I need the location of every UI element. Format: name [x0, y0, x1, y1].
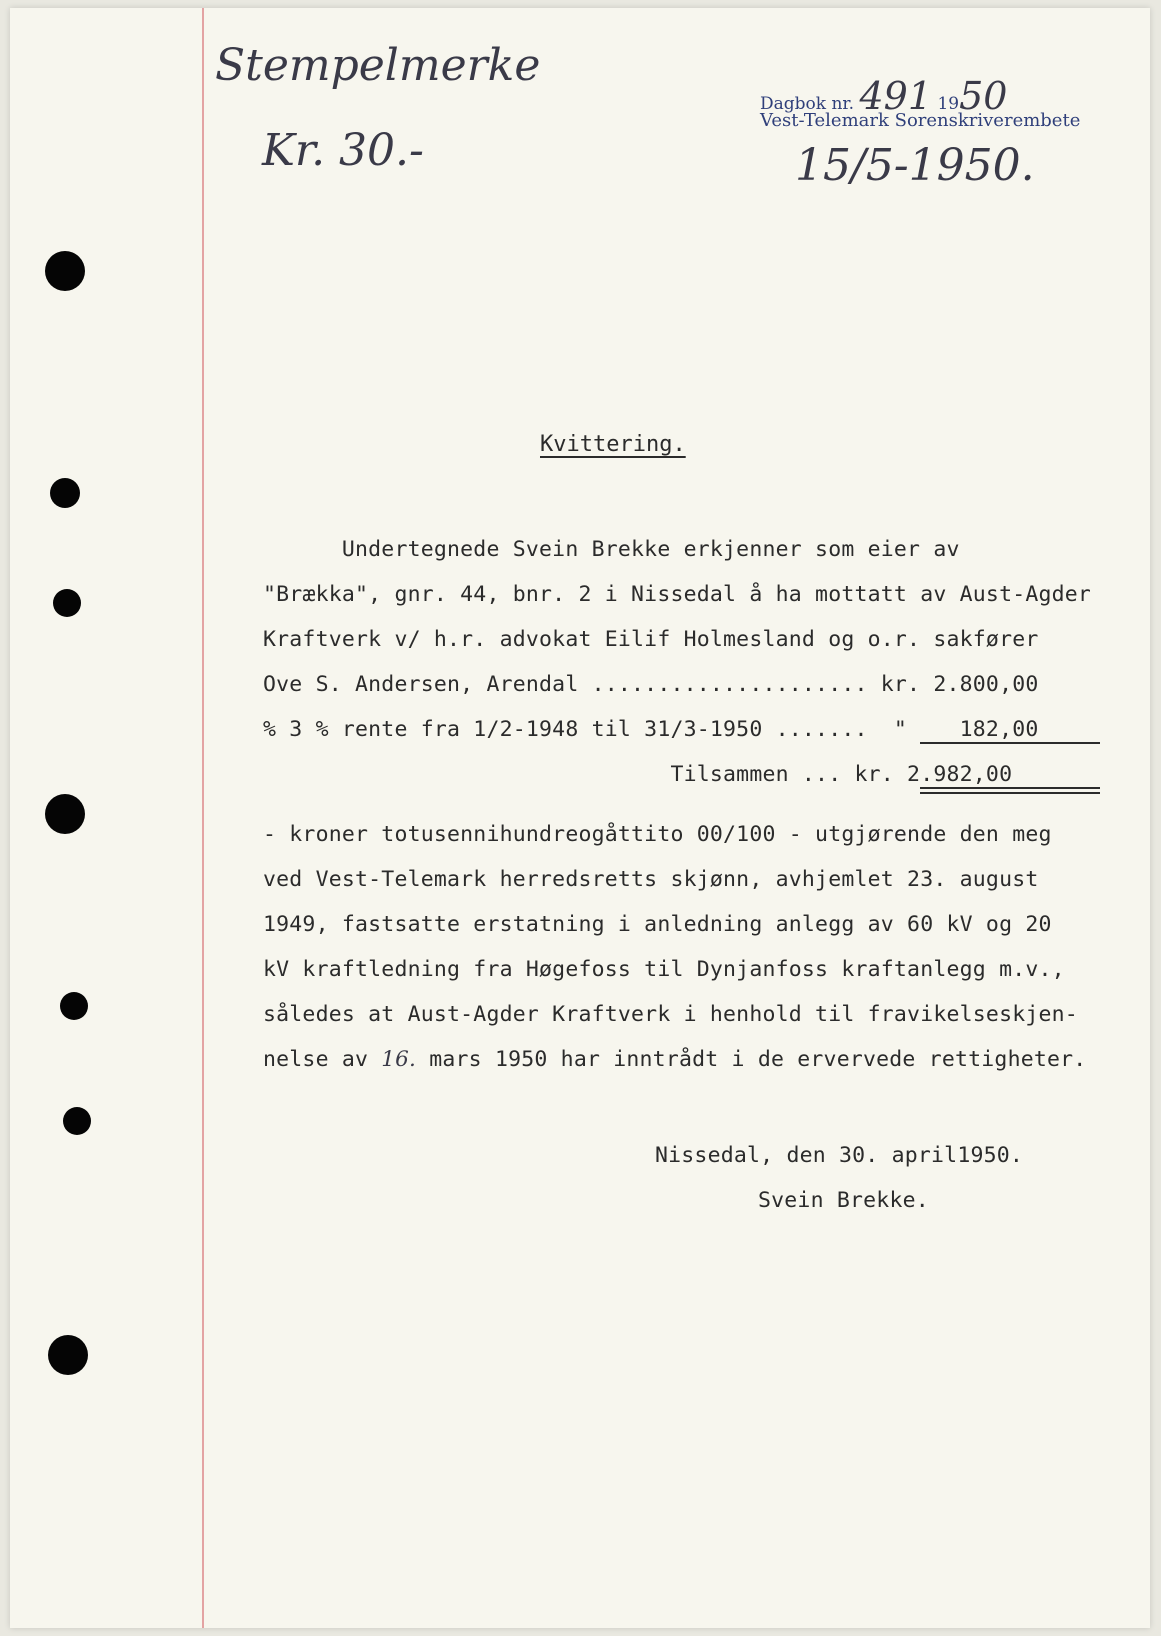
- body-line: kV kraftledning fra Høgefoss til Dynjanfoss kraftanlegg m.v.,: [263, 957, 1065, 982]
- handwritten-day: 16.: [381, 1047, 417, 1072]
- total-double-underline: [920, 787, 1100, 789]
- year-prefix: 19: [937, 94, 960, 114]
- punch-hole: [63, 1107, 91, 1135]
- last-line-before: nelse av: [263, 1047, 382, 1072]
- office-name: Vest-Telemark Sorenskriverembete: [760, 110, 1081, 131]
- margin-line: [202, 8, 204, 1628]
- punch-hole: [53, 589, 81, 617]
- stamp-duty-label: Stempelmerke: [215, 40, 541, 91]
- document-title: Kvittering.: [540, 432, 686, 457]
- body-line: 1949, fastsatte erstatning i anledning anlegg av 60 kV og 20: [263, 912, 1052, 937]
- body-line: ved Vest-Telemark herredsretts skjønn, avhjemlet 23. august: [263, 867, 1039, 892]
- punch-hole: [45, 794, 85, 834]
- total-line: Tilsammen ... kr. 2.982,00: [263, 762, 1013, 787]
- body-line: således at Aust-Agder Kraftverk i henhold til fravikelseskjen-: [263, 1002, 1078, 1027]
- body-line: % 3 % rente fra 1/2-1948 til 31/3-1950 ....... " 182,00: [263, 717, 1039, 742]
- body-line: Ove S. Andersen, Arendal ..................... kr. 2.800,00: [263, 672, 1039, 697]
- stamp-duty-amount: Kr. 30.-: [262, 125, 424, 176]
- document-page: [10, 8, 1150, 1628]
- body-line: Kraftverk v/ h.r. advokat Eilif Holmesland og o.r. sakfører: [263, 627, 1039, 652]
- punch-hole: [45, 251, 85, 291]
- body-line: [263, 1047, 1086, 1072]
- year-suffix: 50: [959, 74, 1008, 118]
- dagbok-label: Dagbok nr.: [760, 94, 855, 114]
- body-line: - kroner totusennihundreogåttito 00/100 - utgjørende den meg: [263, 822, 1052, 847]
- body-line: "Brækka", gnr. 44, bnr. 2 i Nissedal å ha mottatt av Aust-Agder: [263, 582, 1092, 607]
- journal-number: 491: [859, 74, 933, 118]
- journal-date: 15/5-1950.: [795, 140, 1035, 191]
- place-date: Nissedal, den 30. april1950.: [655, 1143, 1024, 1168]
- last-line-after: mars 1950 har inntrådt i de ervervede rettigheter.: [416, 1047, 1087, 1072]
- punch-hole: [50, 478, 80, 508]
- total-double-underline: [920, 792, 1100, 794]
- amount-underline: [920, 742, 1100, 744]
- punch-hole: [48, 1335, 88, 1375]
- punch-hole: [60, 992, 88, 1020]
- signature: Svein Brekke.: [758, 1188, 929, 1213]
- body-line: Undertegnede Svein Brekke erkjenner som eier av: [263, 537, 960, 562]
